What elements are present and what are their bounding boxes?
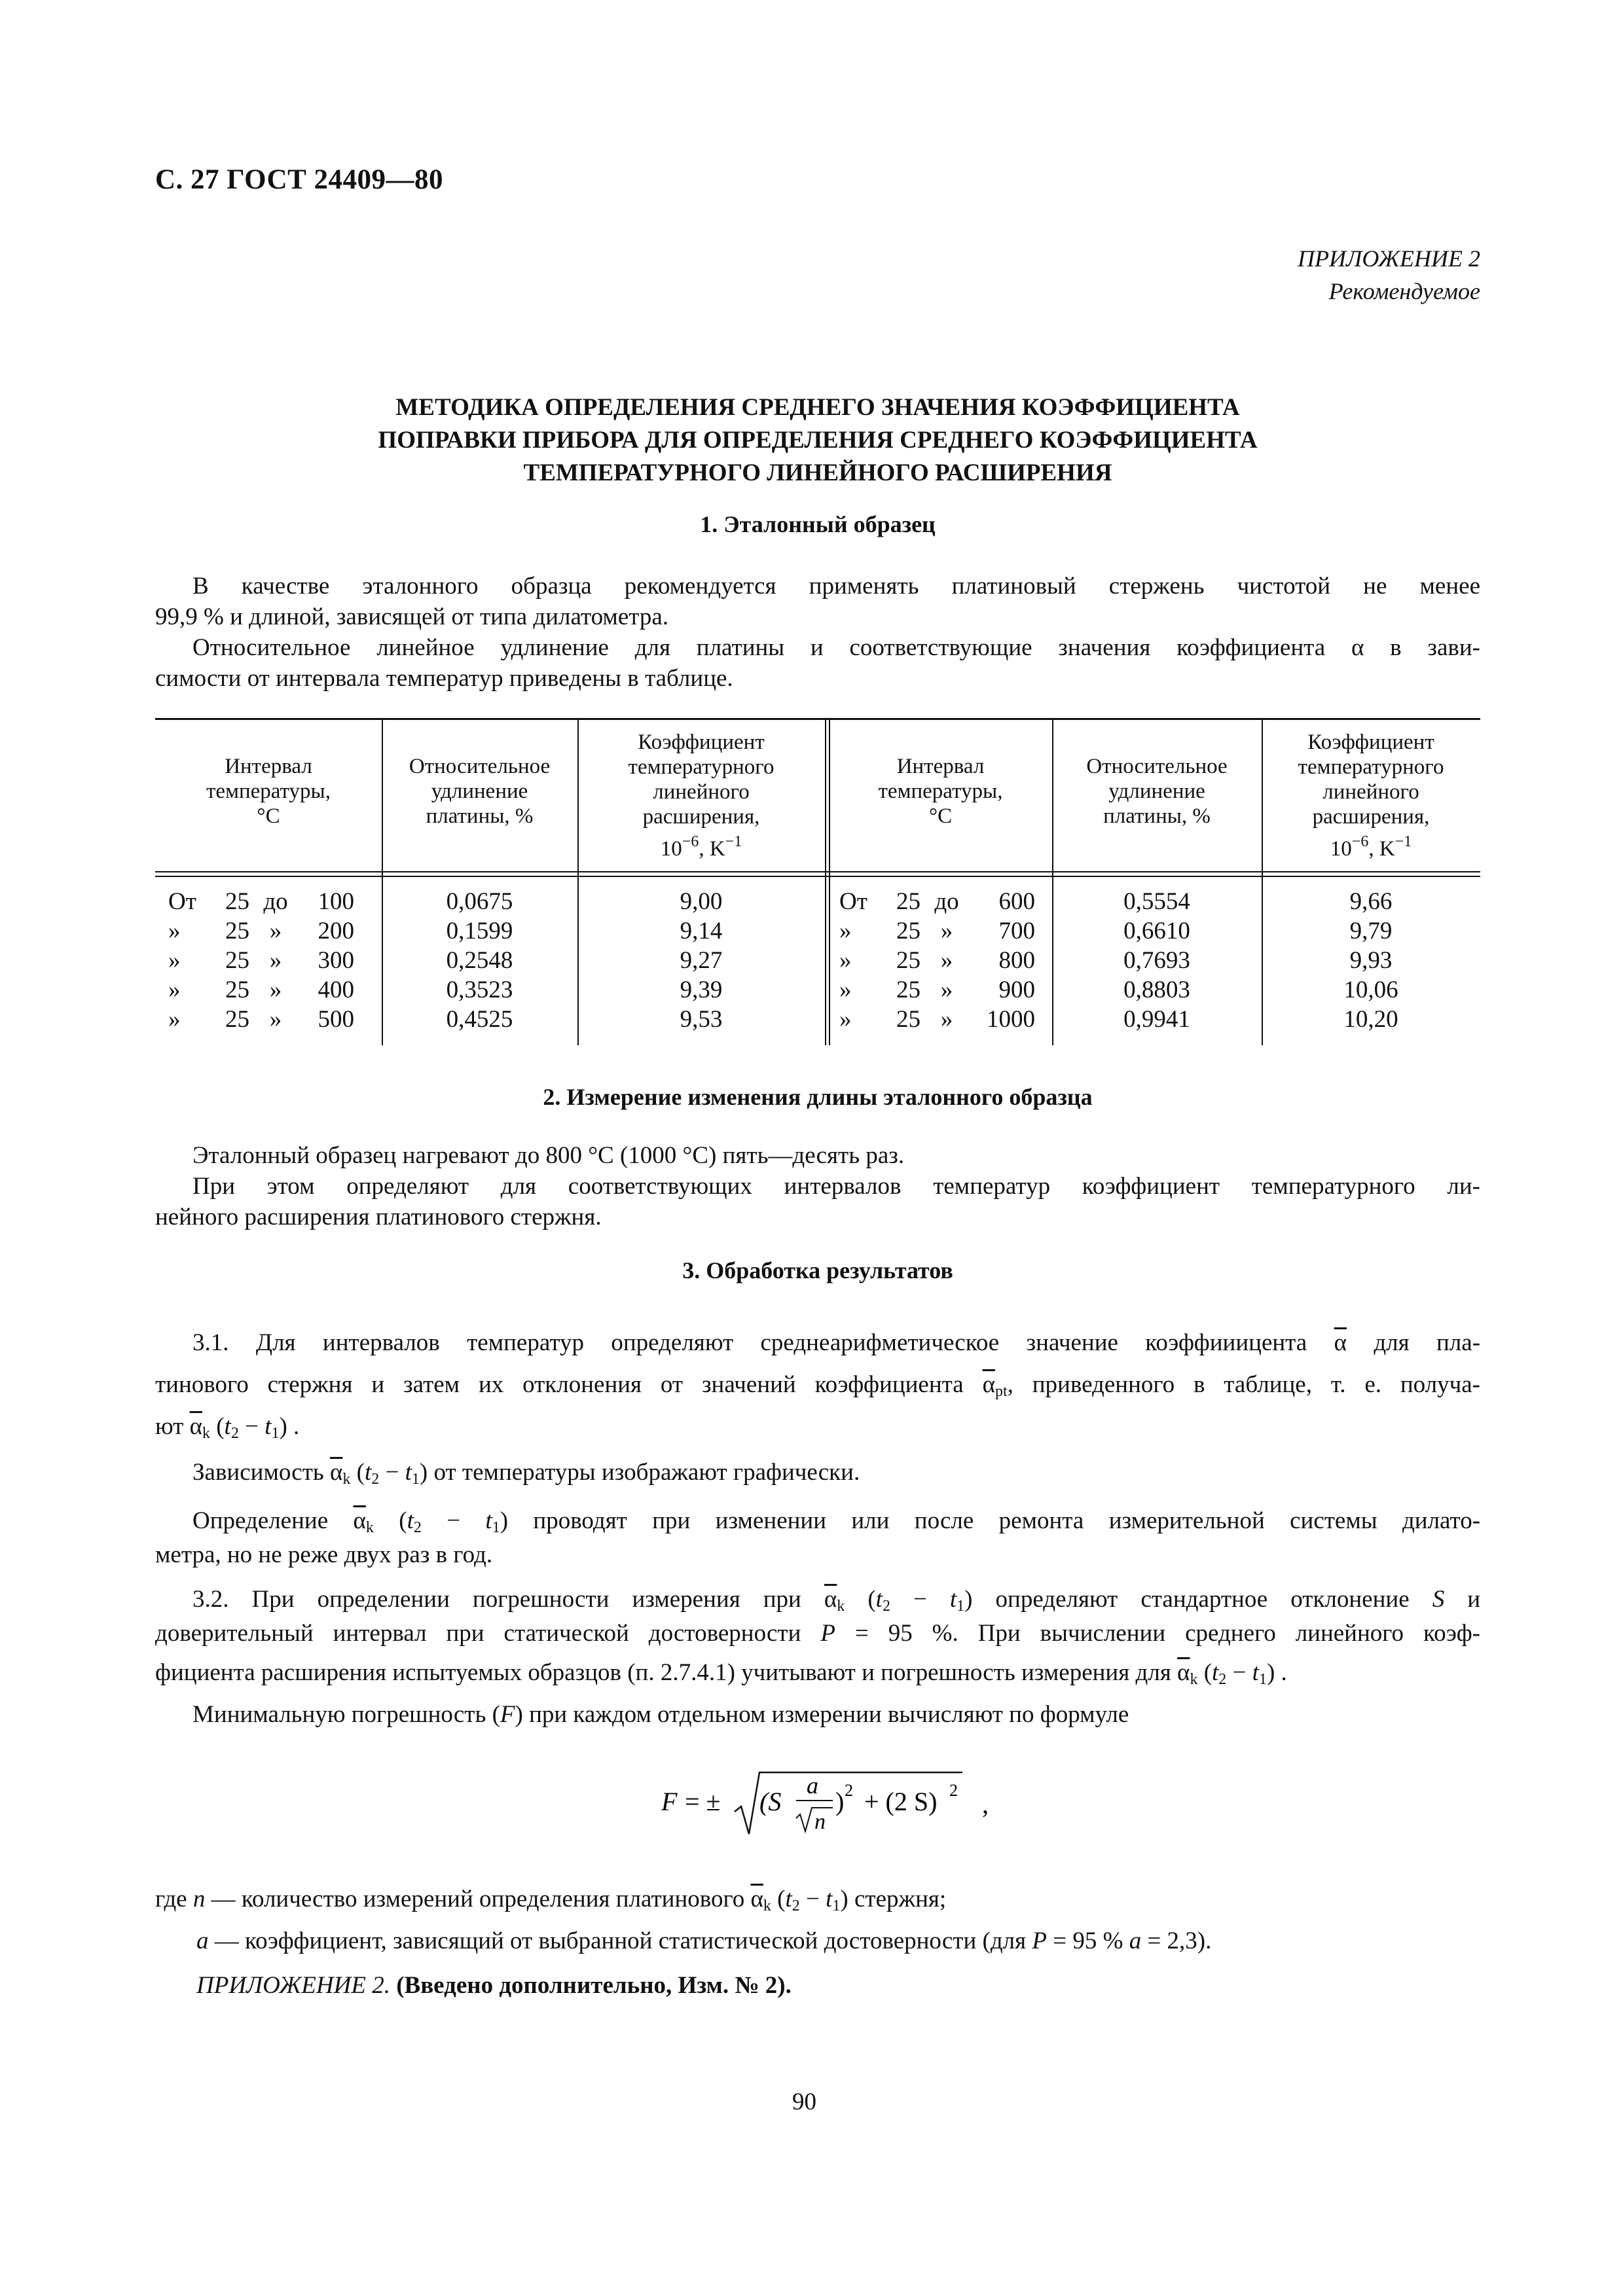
unit-exponent: −6: [1351, 833, 1369, 850]
unit-exponent: −6: [682, 833, 699, 850]
var-a: a: [1129, 1928, 1142, 1954]
subscript: k: [342, 1471, 351, 1488]
text: определяют стандартное отклонение: [995, 1586, 1410, 1613]
table-row: [839, 975, 1052, 1005]
coefficient-column: [577, 887, 825, 1034]
cell: 0,4525: [446, 1006, 513, 1033]
header-text: °C: [928, 804, 953, 828]
header-text: платины, %: [1103, 804, 1211, 828]
cell: 9,66: [1349, 888, 1393, 915]
unit-base: 10: [1330, 837, 1352, 861]
text: Минимальную погрешность (: [192, 1701, 500, 1728]
var-F: F: [500, 1701, 515, 1728]
cell: 25: [225, 1006, 249, 1033]
section-heading: 3. Обработка результатов: [682, 1257, 953, 1283]
cell: 25: [896, 977, 921, 1003]
table-divider: [825, 718, 826, 1045]
var-t: t: [364, 1459, 372, 1486]
paragraph-line: Определение $\overline{\alpha}_k$ $(t_2 - t_1)$ проводят при изменении или после ремонта измерительной системы дилато-: [192, 1507, 1481, 1536]
header-text: удлинение: [1108, 780, 1205, 803]
cell: 0,1599: [446, 918, 513, 944]
paragraph-line: симости от интервала температур приведены в таблице.: [155, 665, 733, 692]
cell: до: [263, 888, 288, 915]
appendix-label: [1298, 242, 1480, 308]
unit-base: 10: [660, 837, 682, 861]
cell: 0,3523: [446, 977, 513, 1003]
section-heading: 1. Эталонный образец: [700, 511, 936, 537]
subscript: k: [202, 1425, 210, 1442]
table-row: [839, 1005, 1052, 1034]
cell: 9,39: [680, 977, 723, 1003]
table-row: [168, 975, 378, 1005]
cell: »: [269, 918, 282, 944]
text: фициента расширения испытуемых образцов (п. 2.7.4.1) учитывают и погрешность измерения для: [155, 1659, 1171, 1686]
var-t: t: [826, 1886, 833, 1912]
alpha-mean: $\overline{\alpha}$: [1334, 1329, 1347, 1356]
cell: От: [168, 888, 196, 915]
column-header-interval: [155, 754, 382, 829]
cell: 9,27: [680, 947, 723, 974]
header-text: расширения,: [1312, 805, 1430, 829]
subscript: k: [365, 1519, 374, 1536]
cell: 9,53: [680, 1006, 723, 1033]
text: проводят при изменении или после ремонта измерительной системы дилато-: [533, 1507, 1481, 1534]
table-rule: [155, 718, 1480, 720]
cell: 0,8803: [1123, 977, 1190, 1003]
cell: »: [269, 947, 282, 974]
note-text: (Введено дополнительно, Изм. № 2).: [396, 1972, 792, 1999]
page-header: С. 27 ГОСТ 24409—80: [155, 164, 444, 195]
var-P: P: [820, 1620, 835, 1647]
cell: 25: [225, 918, 249, 944]
paragraph-line: [192, 1699, 1480, 1730]
paragraph-line: 99,9 % и длиной, зависящей от типа дилатометра.: [155, 603, 669, 630]
paragraph-line: В качестве эталонного образца рекомендуется применять платиновый стержень чистотой не менее: [192, 573, 1480, 600]
cell: 400: [318, 977, 354, 1003]
header-text: температуры,: [206, 780, 331, 803]
table-row: [839, 887, 1052, 916]
header-text: °C: [257, 804, 280, 828]
var-t: t: [1212, 1659, 1219, 1686]
cell: »: [839, 977, 852, 1003]
cell: 25: [225, 888, 249, 915]
cell: 1000: [987, 1006, 1035, 1033]
var-t: t: [949, 1586, 957, 1613]
note-label: ПРИЛОЖЕНИЕ 2.: [196, 1972, 390, 1999]
platinum-table: [155, 718, 1480, 1045]
title-line: ПОПРАВКИ ПРИБОРА ДЛЯ ОПРЕДЕЛЕНИЯ СРЕДНЕГО КОЭФФИЦИЕНТА: [378, 427, 1258, 454]
cell: 200: [318, 918, 354, 944]
header-text: температуры,: [878, 780, 1003, 803]
title-line: ТЕМПЕРАТУРНОГО ЛИНЕЙНОГО РАСШИРЕНИЯ: [523, 459, 1112, 486]
cell: 0,5554: [1123, 888, 1190, 915]
var-a: a: [196, 1928, 209, 1954]
formula-sq: 2: [845, 1781, 853, 1800]
header-text: линейного: [1322, 780, 1419, 804]
paragraph-line: 3.2. При определении погрешности измерения при $\overline{\alpha}_k$ $(t_2 - t_1)$ определяют стандартное отклонение S и: [192, 1586, 1481, 1615]
table-row: [839, 946, 1052, 975]
cell: 25: [225, 947, 249, 974]
paragraph-line: фициента расширения испытуемых образцов (п. 2.7.4.1) учитывают и погрешность измерения для $\overline{\alpha}_k$ $(t_2 - t_1)$ .: [155, 1659, 1287, 1688]
var-t: t: [224, 1413, 231, 1440]
header-text: температурного: [628, 755, 775, 779]
header-text: Интервал: [225, 755, 312, 778]
text: — коэффициент, зависящий от выбранной статистической достоверности (для: [214, 1928, 1027, 1954]
text: стержня;: [854, 1886, 947, 1912]
formula-open: (S: [759, 1787, 782, 1816]
paragraph-line: Эталонный образец нагревают до 800 °C (1000 °C) пять—десять раз.: [192, 1142, 905, 1169]
paragraph-line: [192, 1327, 1480, 1358]
formula-comma: ,: [982, 1789, 989, 1819]
cell: »: [168, 1006, 181, 1033]
title-line: МЕТОДИКА ОПРЕДЕЛЕНИЯ СРЕДНЕГО ЗНАЧЕНИЯ КОЭФФИЦИЕНТА: [395, 394, 1240, 421]
paragraph-line: нейного расширения платинового стержня.: [155, 1204, 602, 1230]
var-t: t: [785, 1886, 792, 1912]
formula-F: F: [661, 1787, 678, 1816]
paragraph-line: [196, 1926, 1484, 1956]
amendment-note: [196, 1970, 1484, 2001]
text: где: [155, 1886, 187, 1912]
text: , приведенного в таблице, т. е. получа-: [1007, 1371, 1480, 1398]
text: и: [1467, 1586, 1481, 1613]
cell: 600: [998, 888, 1035, 915]
cell: 25: [896, 947, 921, 974]
formula-eq: = ±: [685, 1787, 721, 1816]
cell: 0,0675: [446, 888, 513, 915]
cell: 300: [318, 947, 354, 974]
table-row: [168, 887, 378, 916]
error-formula: [661, 1767, 1028, 1839]
cell: 25: [225, 977, 249, 1003]
header-unit: [1262, 829, 1480, 861]
cell: 10,20: [1343, 1006, 1398, 1033]
cell: 25: [896, 1006, 921, 1033]
text: — количество измерений определения платинового: [211, 1886, 745, 1912]
section-heading: 2. Измерение изменения длины эталонного образца: [543, 1084, 1093, 1110]
var-t: t: [485, 1507, 492, 1534]
cell: 0,6610: [1123, 918, 1190, 944]
cell: 0,7693: [1123, 947, 1190, 974]
header-text: платины, %: [426, 804, 534, 828]
page-number: 90: [792, 2089, 816, 2115]
header-text: Относительное: [409, 755, 551, 778]
cell: »: [269, 977, 282, 1003]
coefficient-column: [1262, 887, 1480, 1034]
alpha-k: $\overline{\alpha}$: [189, 1413, 202, 1440]
column-header-elongation: [382, 754, 577, 829]
text: = 95 %: [1053, 1928, 1123, 1954]
formula-a: a: [807, 1772, 818, 1799]
paragraph-line: где n — количество измерений определения платинового $\overline{\alpha}_k$ $(t_2 - t_1)$ стержня;: [155, 1886, 947, 1914]
header-text: температурного: [1298, 755, 1444, 779]
text: от температуры изображают графически.: [433, 1459, 860, 1486]
header-text: Коэффициент: [638, 730, 765, 754]
cell: 800: [998, 947, 1035, 974]
paragraph-line: [155, 1369, 1480, 1407]
var-t: t: [405, 1459, 412, 1486]
header-text: линейного: [653, 780, 750, 804]
cell: »: [839, 918, 852, 944]
cell: 900: [998, 977, 1035, 1003]
paragraph-line: Относительное линейное удлинение для платины и соответствующие значения коэффициента α в зави-: [192, 634, 1480, 661]
var-t: t: [264, 1413, 272, 1440]
cell: 0,9941: [1123, 1006, 1190, 1033]
elongation-column: [1052, 887, 1262, 1034]
text: = 95 %. При вычислении среднего линейного коэф-: [854, 1620, 1480, 1647]
cell: »: [940, 918, 953, 944]
text: доверительный интервал при статической достоверности: [155, 1620, 801, 1647]
cell: »: [168, 918, 181, 944]
subscript: k: [1190, 1671, 1198, 1688]
subscript: k: [763, 1897, 771, 1914]
text: ) при каждом отдельном измерении вычисляют по формуле: [515, 1701, 1129, 1728]
paragraph-line: ют $\overline{\alpha}_k$ $(t_2 - t_1)$ .: [155, 1413, 300, 1442]
subscript: pt: [994, 1383, 1008, 1400]
cell: »: [839, 1006, 852, 1033]
column-header-coefficient: [1262, 730, 1480, 861]
var-t: t: [407, 1507, 414, 1534]
cell: »: [839, 947, 852, 974]
subscript: k: [837, 1598, 845, 1615]
formula-sq2: 2: [949, 1781, 958, 1800]
header-unit: [577, 829, 825, 861]
column-header-elongation: [1052, 754, 1262, 829]
text: 3.1. Для интервалов температур определяют среднеарифметическое значение коэффииицента: [192, 1329, 1307, 1356]
var-S: S: [1432, 1586, 1445, 1613]
cell: 10,06: [1343, 977, 1398, 1003]
unit-text: , K: [1368, 837, 1395, 861]
interval-column: [839, 887, 1052, 1034]
appendix-status: Рекомендуемое: [1328, 278, 1480, 304]
text: для пла-: [1374, 1329, 1481, 1356]
formula-graphic: [661, 1767, 1028, 1839]
table-row: [839, 916, 1052, 946]
formula-close: ): [835, 1787, 845, 1816]
text: Определение: [192, 1507, 329, 1534]
text: тинового стержня и затем их отклонения от значений коэффициента: [155, 1371, 964, 1398]
header-text: Относительное: [1086, 755, 1228, 778]
var-t: t: [875, 1586, 883, 1613]
cell: 0,2548: [446, 947, 513, 974]
var-t: t: [1252, 1659, 1259, 1686]
paragraph-line: Зависимость $\overline{\alpha}_k$ $(t_2 - t_1)$ от температуры изображают графически.: [192, 1459, 860, 1488]
text: 3.2. При определении погрешности измерения при: [192, 1586, 801, 1613]
cell: 9,00: [680, 888, 723, 915]
column-header-interval: [829, 754, 1052, 829]
alpha-k: $\overline{\alpha}$: [330, 1459, 343, 1486]
alpha-pt: $\overline{\alpha}$: [982, 1371, 995, 1398]
var-n: n: [192, 1886, 206, 1912]
formula-plus: + (2 S): [864, 1787, 938, 1816]
header-text: удлинение: [431, 780, 528, 803]
cell: 700: [998, 918, 1035, 944]
header-text: Коэффициент: [1307, 730, 1434, 754]
text: Зависимость: [192, 1459, 324, 1486]
paragraph-line: метра, но не реже двух раз в год.: [155, 1541, 493, 1568]
text: ют: [155, 1413, 184, 1440]
paragraph-line: При этом определяют для соответствующих интервалов температур коэффициент температурного ли-: [192, 1173, 1480, 1200]
text: = 2,3).: [1147, 1928, 1212, 1954]
cell: »: [168, 977, 181, 1003]
paragraph-line: [155, 1618, 1480, 1649]
cell: »: [269, 1006, 282, 1033]
alpha-k: $\overline{\alpha}$: [750, 1886, 763, 1912]
cell: От: [839, 888, 867, 915]
elongation-column: [382, 887, 577, 1034]
table-row: [168, 916, 378, 946]
cell: »: [940, 977, 953, 1003]
unit-exponent: −1: [725, 833, 742, 850]
cell: 9,79: [1349, 918, 1393, 944]
cell: »: [940, 947, 953, 974]
cell: 100: [318, 888, 354, 915]
unit-text: , K: [699, 837, 725, 861]
alpha-k: $\overline{\alpha}$: [353, 1507, 366, 1534]
alpha-k: $\overline{\alpha}$: [824, 1586, 837, 1613]
cell: 9,93: [1349, 947, 1393, 974]
appendix-title: ПРИЛОЖЕНИЕ 2: [1298, 245, 1480, 272]
table-row: [168, 1005, 378, 1034]
cell: 500: [318, 1006, 354, 1033]
cell: 9,14: [680, 918, 723, 944]
cell: 25: [896, 918, 921, 944]
cell: 25: [896, 888, 921, 915]
table-rule: [155, 876, 1480, 877]
unit-exponent: −1: [1395, 833, 1412, 850]
column-header-coefficient: [577, 730, 825, 861]
table-row: [168, 946, 378, 975]
interval-column: [168, 887, 378, 1034]
cell: до: [934, 888, 959, 915]
header-text: Интервал: [896, 755, 985, 778]
cell: »: [168, 947, 181, 974]
alpha-k: $\overline{\alpha}$: [1177, 1659, 1190, 1686]
formula-n: n: [814, 1810, 826, 1834]
table-rule: [155, 871, 1480, 872]
document-title: [155, 391, 1480, 490]
cell: »: [940, 1006, 953, 1033]
var-P: P: [1032, 1928, 1047, 1954]
header-text: расширения,: [642, 805, 760, 829]
